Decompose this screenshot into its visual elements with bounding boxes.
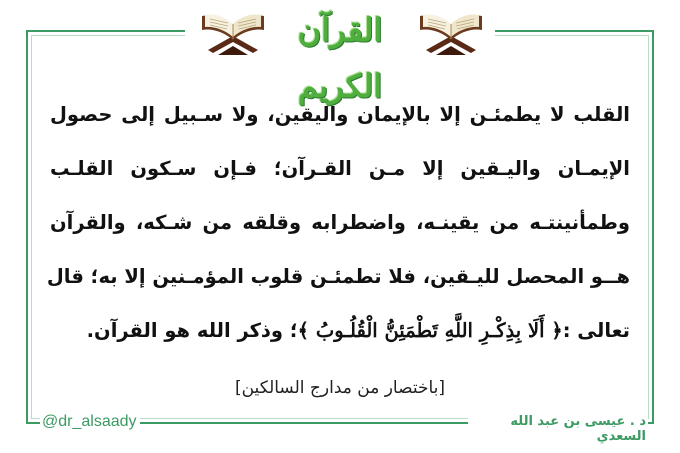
body-line-4: هــو المحصل لليـقين، فلا تطمئـن قلوب المؤمـنين إلا به؛ قال [46,265,630,288]
social-handle: @dr_alsaady [42,413,137,430]
body-line-5-intro: تعالى : [562,319,630,342]
source-citation: [باختصار من مدارج السالكين] [234,378,446,398]
open-quran-on-stand-icon [416,6,486,56]
body-line-1: القلب لا يطمئـن إلا بالإيمان واليقين، ولا سـبيل إلى حصول [50,103,630,126]
body-line-2: الإيمـان واليـقين إلا مـن القـرآن؛ فـإن سـكون القلـب [50,157,630,180]
open-quran-on-stand-icon [198,6,268,56]
body-line-3: وطمأنينتـه من يقينـه، واضطرابه وقلقه من شـكه، والقرآن [50,211,630,234]
quran-calligraphy-title: القرآن الكريم [297,11,383,105]
author-name: د . عيسى بن عبد الله السعدي [510,414,646,444]
body-line-5-end: ؛ وذكر الله هو القرآن. [86,319,298,342]
body-line-5 [50,308,630,362]
quote-body [46,92,630,362]
quran-verse: ﴿ أَلَا بِذِكْـرِ اللَّهِ تَطْمَئِنُّ الْقُلُـوبُ ﴾ [297,319,563,342]
